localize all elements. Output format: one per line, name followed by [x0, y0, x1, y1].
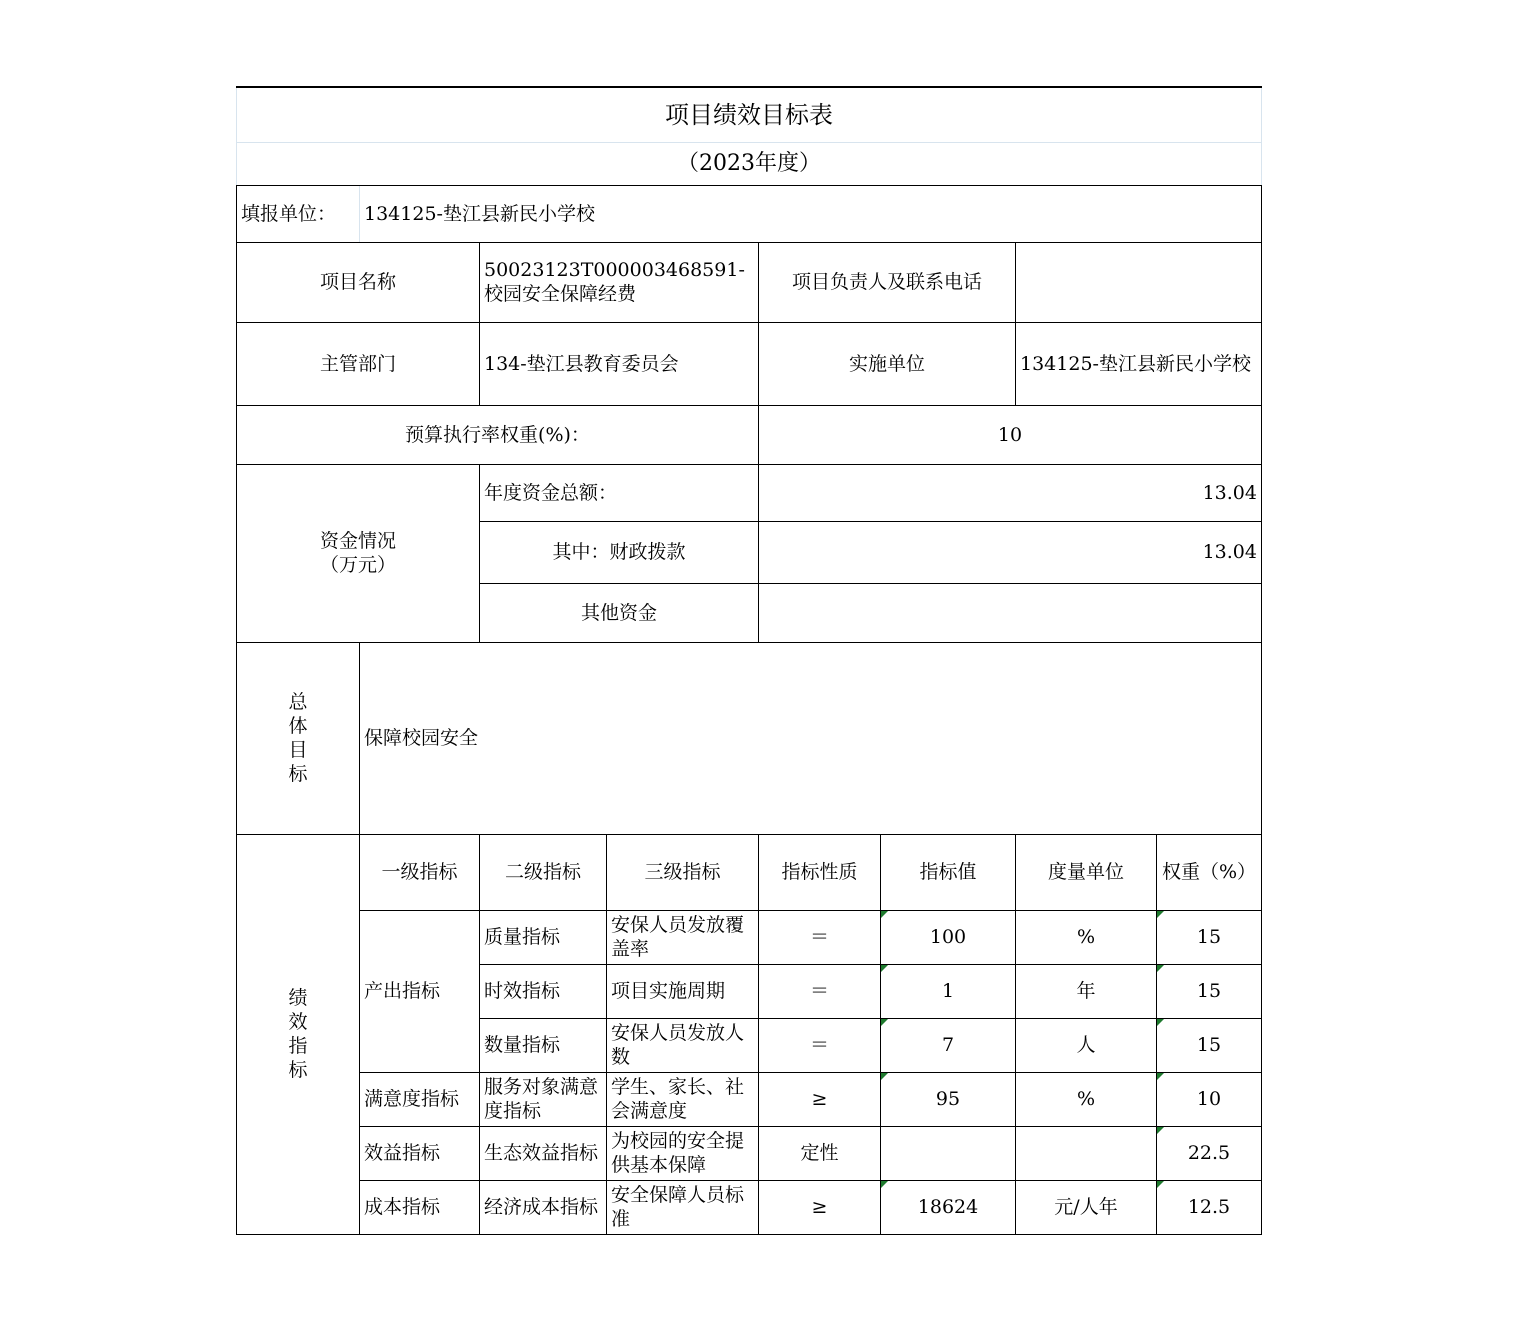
funds-fiscal-value: 13.04	[759, 521, 1262, 583]
header-value: 指标值	[881, 834, 1016, 910]
row-nature: ＝	[759, 964, 881, 1018]
row-unit: %	[1016, 1072, 1157, 1126]
funds-fiscal-label: 其中：财政拨款	[480, 521, 759, 583]
row-l3: 项目实施周期	[607, 964, 759, 1018]
fill-unit-label: 填报单位：	[237, 185, 360, 242]
funds-label-line1: 资金情况	[319, 530, 396, 552]
funds-label	[237, 464, 480, 642]
impl-unit-label: 实施单位	[759, 322, 1016, 405]
row-value: 1	[881, 964, 1016, 1018]
budget-rate-value: 10	[759, 405, 1262, 464]
table-row	[237, 1072, 1262, 1126]
funds-total-label: 年度资金总额：	[480, 464, 759, 521]
row-weight: 10	[1157, 1072, 1262, 1126]
group-output: 产出指标	[360, 910, 480, 1072]
dept-label: 主管部门	[237, 322, 480, 405]
year-subtitle: （2023年度）	[237, 142, 1262, 185]
contact-value	[1016, 242, 1262, 322]
row-nature: ＝	[759, 1018, 881, 1072]
group-benefit: 效益指标	[360, 1126, 480, 1180]
budget-rate-label: 预算执行率权重(%)：	[237, 405, 759, 464]
project-name-value: 50023123T000003468591-校园安全保障经费	[480, 242, 759, 322]
perf-label	[237, 834, 360, 1234]
row-value: 18624	[881, 1180, 1016, 1234]
row-weight: 15	[1157, 1018, 1262, 1072]
row-unit: 年	[1016, 964, 1157, 1018]
row-unit	[1016, 1126, 1157, 1180]
row-nature: 定性	[759, 1126, 881, 1180]
row-l2: 经济成本指标	[480, 1180, 607, 1234]
row-weight: 12.5	[1157, 1180, 1262, 1234]
table-row	[237, 1180, 1262, 1234]
table-title: 项目绩效目标表	[237, 87, 1262, 142]
row-weight: 15	[1157, 910, 1262, 964]
row-l3: 为校园的安全提供基本保障	[607, 1126, 759, 1180]
group-satisfaction: 满意度指标	[360, 1072, 480, 1126]
table-row	[237, 910, 1262, 964]
funds-other-value	[759, 583, 1262, 642]
row-nature: ≥	[759, 1180, 881, 1234]
performance-target-table	[236, 86, 1262, 1235]
contact-label: 项目负责人及联系电话	[759, 242, 1016, 322]
row-value: 7	[881, 1018, 1016, 1072]
row-value: 95	[881, 1072, 1016, 1126]
project-name-label: 项目名称	[237, 242, 480, 322]
perf-label-text: 绩效指标	[288, 987, 308, 1081]
row-nature: ≥	[759, 1072, 881, 1126]
row-l2: 时效指标	[480, 964, 607, 1018]
row-l2: 数量指标	[480, 1018, 607, 1072]
row-l3: 安全保障人员标准	[607, 1180, 759, 1234]
funds-other-label: 其他资金	[480, 583, 759, 642]
row-l3: 安保人员发放人数	[607, 1018, 759, 1072]
header-nature: 指标性质	[759, 834, 881, 910]
table-row	[237, 1126, 1262, 1180]
header-unit: 度量单位	[1016, 834, 1157, 910]
row-nature: ＝	[759, 910, 881, 964]
funds-total-value: 13.04	[759, 464, 1262, 521]
header-weight: 权重（%）	[1157, 834, 1262, 910]
group-cost: 成本指标	[360, 1180, 480, 1234]
header-level3: 三级指标	[607, 834, 759, 910]
row-l3: 学生、家长、社会满意度	[607, 1072, 759, 1126]
row-l2: 生态效益指标	[480, 1126, 607, 1180]
row-unit: %	[1016, 910, 1157, 964]
header-level1: 一级指标	[360, 834, 480, 910]
funds-label-line2: （万元）	[319, 554, 396, 576]
row-unit: 元/人年	[1016, 1180, 1157, 1234]
row-l2: 服务对象满意度指标	[480, 1072, 607, 1126]
row-l3: 安保人员发放覆盖率	[607, 910, 759, 964]
overall-goal-value: 保障校园安全	[360, 642, 1262, 834]
row-value: 100	[881, 910, 1016, 964]
row-weight: 15	[1157, 964, 1262, 1018]
impl-unit-value: 134125-垫江县新民小学校	[1016, 322, 1262, 405]
row-unit: 人	[1016, 1018, 1157, 1072]
row-value	[881, 1126, 1016, 1180]
overall-goal-label	[237, 642, 360, 834]
row-weight: 22.5	[1157, 1126, 1262, 1180]
fill-unit-value: 134125-垫江县新民小学校	[360, 185, 1262, 242]
header-level2: 二级指标	[480, 834, 607, 910]
dept-value: 134-垫江县教育委员会	[480, 322, 759, 405]
row-l2: 质量指标	[480, 910, 607, 964]
overall-goal-label-text: 总体目标	[288, 691, 308, 785]
